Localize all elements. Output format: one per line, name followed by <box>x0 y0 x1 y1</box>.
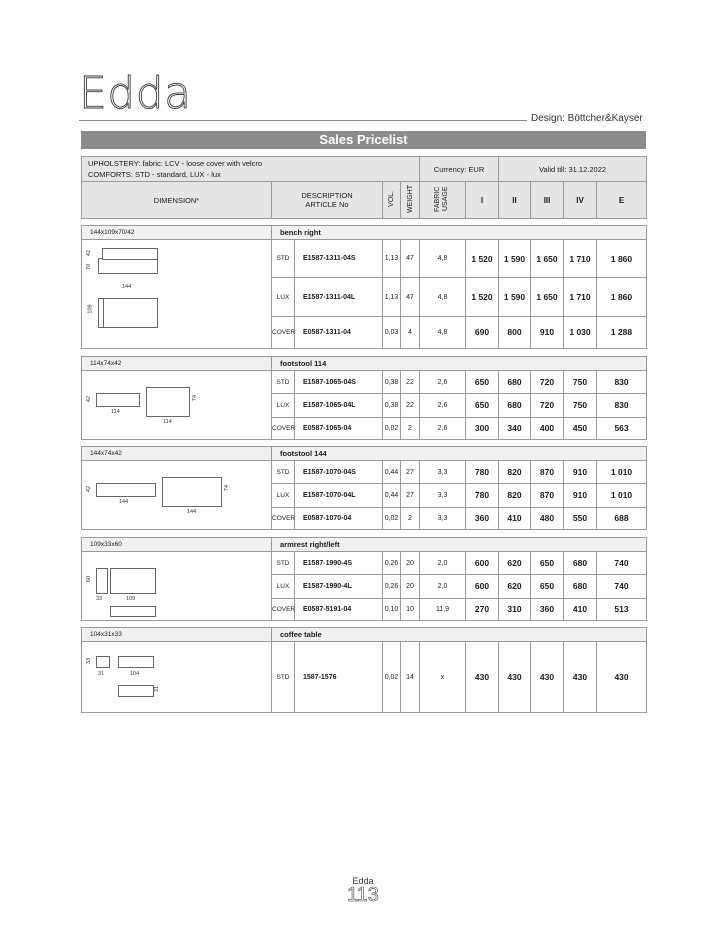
table-row <box>82 552 647 575</box>
comfort-code: LUX <box>272 394 295 417</box>
price-group-2: 820 <box>499 484 531 507</box>
comfort-code: STD <box>272 642 295 713</box>
product-drawing <box>82 552 272 621</box>
fabric-usage-value: 3,3 <box>420 507 466 529</box>
price-group-5: 1 288 <box>597 316 647 348</box>
price-group-1: 1 520 <box>466 278 499 316</box>
volume-value: 0,44 <box>383 484 401 507</box>
weight-value: 10 <box>401 598 420 620</box>
weight-value: 20 <box>401 552 420 575</box>
price-group-1: 1 520 <box>466 240 499 278</box>
upholstery-note: UPHOLSTERY: fabric: LCV - loose cover with velcro <box>88 159 263 168</box>
drawing-dim-label: 144 <box>119 499 129 505</box>
col-article-label: ARTICLE No <box>305 200 349 209</box>
volume-value: 0,02 <box>383 417 401 439</box>
volume-value: 0,26 <box>383 575 401 598</box>
drawing-dim-label: 74 <box>192 394 199 402</box>
col-weight <box>401 182 420 219</box>
price-group-2: 680 <box>499 394 531 417</box>
price-group-2: 680 <box>499 371 531 394</box>
fabric-usage-value: x <box>420 642 466 713</box>
price-group-2: 820 <box>499 461 531 484</box>
designer-credit: Design: Böttcher&Kayser <box>531 113 643 124</box>
price-group-2: 1 590 <box>499 240 531 278</box>
article-number: E1587-1311-04S <box>295 240 383 278</box>
col-group-3: III <box>531 182 564 219</box>
weight-value: 14 <box>401 642 420 713</box>
drawing-dim-label: 42 <box>86 395 93 403</box>
col-group-4: IV <box>564 182 597 219</box>
weight-value: 47 <box>401 240 420 278</box>
volume-value: 0,38 <box>383 394 401 417</box>
fabric-usage-value: 3,3 <box>420 461 466 484</box>
price-group-2: 410 <box>499 507 531 529</box>
drawing-dim-label: 114 <box>111 409 120 415</box>
product-name: bench right <box>272 226 647 240</box>
article-number: E0587-1311-04 <box>295 316 383 348</box>
article-number: E1587-1065-04L <box>295 394 383 417</box>
comforts-note: COMFORTS: STD - standard, LUX - lux <box>88 170 221 179</box>
price-group-3: 430 <box>531 642 564 713</box>
comfort-code: COVER <box>272 316 295 348</box>
price-group-3: 910 <box>531 316 564 348</box>
price-group-4: 1 710 <box>564 278 597 316</box>
price-group-2: 620 <box>499 552 531 575</box>
price-group-3: 400 <box>531 417 564 439</box>
price-group-4: 450 <box>564 417 597 439</box>
article-number: E1587-1070-04S <box>295 461 383 484</box>
comfort-code: STD <box>272 371 295 394</box>
weight-value: 27 <box>401 461 420 484</box>
price-group-5: 430 <box>597 642 647 713</box>
comfort-code: STD <box>272 240 295 278</box>
product-dimension: 144x74x42 <box>82 447 272 461</box>
footer-label: Edda <box>352 876 374 886</box>
price-group-2: 340 <box>499 417 531 439</box>
col-group-1: I <box>466 182 499 219</box>
table-row <box>82 240 647 278</box>
article-number: 1587-1576 <box>295 642 383 713</box>
armrest-front-view <box>110 568 156 594</box>
price-group-2: 1 590 <box>499 278 531 316</box>
price-group-4: 680 <box>564 552 597 575</box>
comfort-code: LUX <box>272 278 295 316</box>
fabric-usage-value: 3,3 <box>420 484 466 507</box>
drawing-dim-label: 31 <box>98 671 105 677</box>
sofa-armrest-view <box>98 298 104 328</box>
drawing-canvas <box>82 552 271 620</box>
col-description <box>272 182 383 219</box>
price-group-1: 600 <box>466 552 499 575</box>
price-group-4: 910 <box>564 461 597 484</box>
price-group-3: 360 <box>531 598 564 620</box>
comfort-code: STD <box>272 461 295 484</box>
table-side-view <box>96 656 110 668</box>
drawing-dim-label: 42 <box>86 485 93 493</box>
price-group-2: 310 <box>499 598 531 620</box>
price-group-5: 1 860 <box>597 240 647 278</box>
comfort-code: LUX <box>272 575 295 598</box>
drawing-dim-label: 60 <box>86 575 93 583</box>
footstool-side-view <box>96 393 140 407</box>
drawing-dim-label: 144 <box>187 509 197 515</box>
volume-value: 0,44 <box>383 461 401 484</box>
volume-value: 0,02 <box>383 642 401 713</box>
armrest-top-view <box>110 606 156 617</box>
col-group-2: II <box>499 182 531 219</box>
volume-value: 0,38 <box>383 371 401 394</box>
drawing-canvas <box>82 371 271 439</box>
table-row <box>82 461 647 484</box>
price-group-5: 1 010 <box>597 484 647 507</box>
product-drawing <box>82 642 272 713</box>
price-group-5: 688 <box>597 507 647 529</box>
volume-value: 1,13 <box>383 278 401 316</box>
price-group-1: 650 <box>466 394 499 417</box>
price-group-3: 650 <box>531 552 564 575</box>
sofa-back-view <box>102 248 158 260</box>
volume-value: 0,02 <box>383 507 401 529</box>
weight-value: 2 <box>401 417 420 439</box>
product-drawing <box>82 371 272 440</box>
col-vol-label: VOL. <box>388 191 395 207</box>
price-group-1: 690 <box>466 316 499 348</box>
product-drawing <box>82 461 272 530</box>
price-group-1: 650 <box>466 371 499 394</box>
price-group-3: 870 <box>531 484 564 507</box>
price-group-4: 430 <box>564 642 597 713</box>
volume-value: 1,13 <box>383 240 401 278</box>
article-number: E1587-1990-4L <box>295 575 383 598</box>
price-group-4: 680 <box>564 575 597 598</box>
volume-value: 0,03 <box>383 316 401 348</box>
price-group-1: 600 <box>466 575 499 598</box>
price-group-2: 620 <box>499 575 531 598</box>
fabric-usage-value: 2,6 <box>420 417 466 439</box>
article-number: E1587-1070-04L <box>295 484 383 507</box>
table-front-view <box>118 656 154 668</box>
article-number: E0587-5191-04 <box>295 598 383 620</box>
col-group-5: E <box>597 182 647 219</box>
pricelist-header-table <box>81 156 647 219</box>
drawing-canvas <box>82 240 271 348</box>
weight-value: 4 <box>401 316 420 348</box>
sofa-top-view <box>98 298 158 328</box>
volume-value: 0,10 <box>383 598 401 620</box>
col-fabric-usage-label: FABRIC USAGE <box>433 186 449 212</box>
drawing-dim-label: 42 <box>86 249 93 257</box>
comfort-code: LUX <box>272 484 295 507</box>
price-group-5: 513 <box>597 598 647 620</box>
product-table <box>81 225 647 349</box>
product-table <box>81 356 647 440</box>
price-group-3: 650 <box>531 575 564 598</box>
price-group-3: 480 <box>531 507 564 529</box>
product-table <box>81 537 647 621</box>
product-name: footstool 144 <box>272 447 647 461</box>
price-group-2: 430 <box>499 642 531 713</box>
price-group-5: 1 010 <box>597 461 647 484</box>
price-group-3: 720 <box>531 371 564 394</box>
price-group-4: 750 <box>564 371 597 394</box>
footstool-top-view <box>162 477 222 507</box>
price-group-4: 550 <box>564 507 597 529</box>
price-group-3: 1 650 <box>531 278 564 316</box>
weight-value: 27 <box>401 484 420 507</box>
fabric-usage-value: 2,0 <box>420 575 466 598</box>
fabric-usage-value: 4,8 <box>420 316 466 348</box>
drawing-canvas <box>82 461 271 529</box>
article-number: E0587-1065-04 <box>295 417 383 439</box>
price-group-4: 1 710 <box>564 240 597 278</box>
price-group-4: 910 <box>564 484 597 507</box>
pricelist-title-bar: Sales Pricelist <box>81 131 646 149</box>
price-group-4: 410 <box>564 598 597 620</box>
volume-value: 0,26 <box>383 552 401 575</box>
info-cell <box>82 157 420 182</box>
weight-value: 22 <box>401 371 420 394</box>
product-name: footstool 114 <box>272 357 647 371</box>
fabric-usage-value: 2,6 <box>420 394 466 417</box>
article-number: E0587-1070-04 <box>295 507 383 529</box>
price-group-3: 870 <box>531 461 564 484</box>
drawing-dim-label: 109 <box>126 596 136 602</box>
weight-value: 20 <box>401 575 420 598</box>
price-group-5: 1 860 <box>597 278 647 316</box>
price-group-4: 750 <box>564 394 597 417</box>
product-table <box>81 627 647 713</box>
footstool-side-view <box>96 483 156 497</box>
price-group-5: 830 <box>597 371 647 394</box>
article-number: E1587-1065-04S <box>295 371 383 394</box>
price-group-3: 720 <box>531 394 564 417</box>
price-group-1: 360 <box>466 507 499 529</box>
footstool-top-view <box>146 387 190 417</box>
product-name: coffee table <box>272 628 647 642</box>
product-dimension: 114x74x42 <box>82 357 272 371</box>
drawing-dim-label: 104 <box>130 671 140 677</box>
price-group-2: 800 <box>499 316 531 348</box>
price-group-3: 1 650 <box>531 240 564 278</box>
fabric-usage-value: 2,0 <box>420 552 466 575</box>
drawing-dim-label: 109 <box>87 304 94 314</box>
title-rule <box>79 120 527 121</box>
price-group-1: 430 <box>466 642 499 713</box>
armrest-side-view <box>96 568 108 594</box>
drawing-dim-label: 144 <box>122 284 132 290</box>
sofa-side-view <box>98 258 158 274</box>
drawing-dim-label: 33 <box>86 657 93 665</box>
table-row <box>82 371 647 394</box>
drawing-dim-label: 33 <box>96 596 103 602</box>
table-row <box>82 642 647 713</box>
price-group-1: 780 <box>466 484 499 507</box>
comfort-code: COVER <box>272 598 295 620</box>
price-group-5: 830 <box>597 394 647 417</box>
product-name: armrest right/left <box>272 538 647 552</box>
drawing-dim-label: 74 <box>224 484 231 492</box>
page-number: 113 <box>347 884 379 906</box>
fabric-usage-value: 2,6 <box>420 371 466 394</box>
drawing-canvas <box>82 642 271 712</box>
drawing-dim-label: 114 <box>163 419 172 425</box>
comfort-code: COVER <box>272 507 295 529</box>
product-table <box>81 446 647 530</box>
article-number: E1587-1990-4S <box>295 552 383 575</box>
col-weight-label: WEIGHT <box>406 185 414 213</box>
weight-value: 22 <box>401 394 420 417</box>
weight-value: 2 <box>401 507 420 529</box>
fabric-usage-value: 11,9 <box>420 598 466 620</box>
weight-value: 47 <box>401 278 420 316</box>
article-number: E1587-1311-04L <box>295 278 383 316</box>
comfort-code: COVER <box>272 417 295 439</box>
price-group-4: 1 030 <box>564 316 597 348</box>
price-group-1: 270 <box>466 598 499 620</box>
valid-till-cell: Valid till: 31.12.2022 <box>499 157 647 182</box>
product-drawing <box>82 240 272 349</box>
page-title: Edda <box>79 68 192 119</box>
price-group-5: 740 <box>597 575 647 598</box>
product-dimension: 144x109x70/42 <box>82 226 272 240</box>
price-group-1: 300 <box>466 417 499 439</box>
col-dimension: DIMENSION* <box>82 182 272 219</box>
price-group-5: 740 <box>597 552 647 575</box>
drawing-dim-label: 70 <box>86 263 93 271</box>
col-fabric-usage <box>420 182 466 219</box>
product-dimension: 104x31x33 <box>82 628 272 642</box>
fabric-usage-value: 4,8 <box>420 278 466 316</box>
col-vol <box>383 182 401 219</box>
drawing-dim-label: 31 <box>154 685 161 693</box>
currency-cell: Currency: EUR <box>420 157 499 182</box>
price-group-1: 780 <box>466 461 499 484</box>
product-dimension: 109x33x60 <box>82 538 272 552</box>
fabric-usage-value: 4,8 <box>420 240 466 278</box>
comfort-code: STD <box>272 552 295 575</box>
table-top-view <box>118 685 154 697</box>
price-group-5: 563 <box>597 417 647 439</box>
col-description-label: DESCRIPTION <box>301 191 353 200</box>
